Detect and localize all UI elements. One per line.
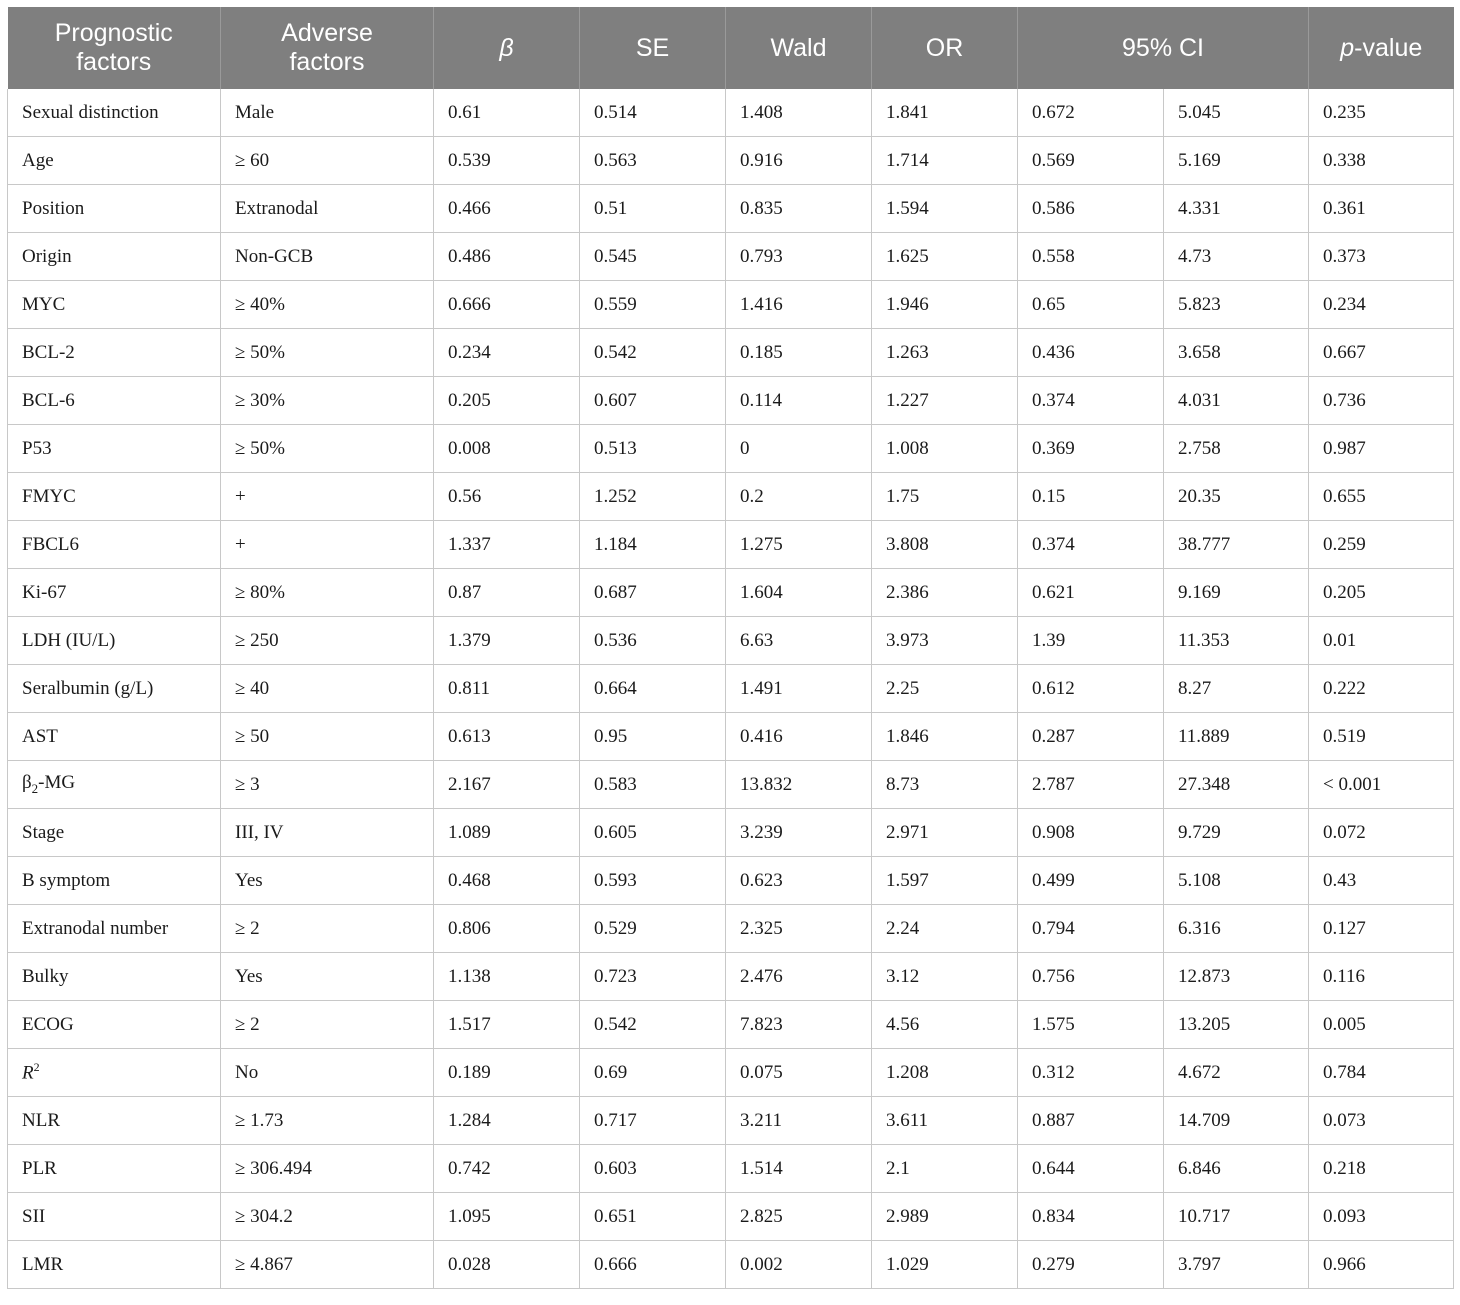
p-value-cell: 0.361	[1309, 185, 1454, 233]
beta-cell: 1.284	[434, 1097, 580, 1145]
p-value-cell: 0.235	[1309, 89, 1454, 137]
adverse-factor-cell: III, IV	[221, 809, 434, 857]
adverse-factor-cell: +	[221, 521, 434, 569]
table-row	[8, 569, 1454, 617]
se-cell: 0.603	[580, 1145, 726, 1193]
wald-cell: 2.476	[726, 953, 872, 1001]
header-beta: β	[434, 7, 580, 89]
p-value-cell: 0.987	[1309, 425, 1454, 473]
se-cell: 0.666	[580, 1241, 726, 1289]
beta-cell: 0.205	[434, 377, 580, 425]
se-cell: 1.184	[580, 521, 726, 569]
table-container	[7, 7, 1453, 1289]
p-value-cell: 0.093	[1309, 1193, 1454, 1241]
ci-lower-cell: 0.374	[1018, 377, 1164, 425]
se-cell: 0.542	[580, 329, 726, 377]
p-value-cell: 0.259	[1309, 521, 1454, 569]
table-row	[8, 857, 1454, 905]
adverse-factor-cell: ≥ 40%	[221, 281, 434, 329]
ci-upper-cell: 9.729	[1164, 809, 1309, 857]
p-value-cell: 0.655	[1309, 473, 1454, 521]
p-value-cell: 0.43	[1309, 857, 1454, 905]
se-cell: 0.687	[580, 569, 726, 617]
wald-cell: 2.325	[726, 905, 872, 953]
ci-lower-cell: 0.15	[1018, 473, 1164, 521]
se-cell: 1.252	[580, 473, 726, 521]
table-row	[8, 761, 1454, 809]
ci-upper-cell: 8.27	[1164, 665, 1309, 713]
table-row	[8, 665, 1454, 713]
se-cell: 0.51	[580, 185, 726, 233]
ci-upper-cell: 5.169	[1164, 137, 1309, 185]
adverse-factor-cell: Extranodal	[221, 185, 434, 233]
ci-lower-cell: 0.287	[1018, 713, 1164, 761]
beta-cell: 1.517	[434, 1001, 580, 1049]
adverse-factor-cell: ≥ 40	[221, 665, 434, 713]
table-body	[8, 89, 1454, 1289]
wald-cell: 1.491	[726, 665, 872, 713]
se-cell: 0.593	[580, 857, 726, 905]
table-row	[8, 377, 1454, 425]
ci-upper-cell: 11.889	[1164, 713, 1309, 761]
ci-upper-cell: 5.108	[1164, 857, 1309, 905]
table-row	[8, 425, 1454, 473]
se-cell: 0.513	[580, 425, 726, 473]
p-value-cell: 0.966	[1309, 1241, 1454, 1289]
wald-cell: 0.835	[726, 185, 872, 233]
or-cell: 1.594	[872, 185, 1018, 233]
prognostic-factor-cell: AST	[8, 713, 221, 761]
beta-cell: 0.539	[434, 137, 580, 185]
beta-cell: 0.466	[434, 185, 580, 233]
beta-cell: 0.028	[434, 1241, 580, 1289]
or-cell: 3.12	[872, 953, 1018, 1001]
prognostic-factor-cell: BCL-2	[8, 329, 221, 377]
table-row	[8, 89, 1454, 137]
prognostic-factor-cell: MYC	[8, 281, 221, 329]
prognostic-factor-cell: FBCL6	[8, 521, 221, 569]
ci-upper-cell: 4.672	[1164, 1049, 1309, 1097]
ci-upper-cell: 11.353	[1164, 617, 1309, 665]
ci-upper-cell: 12.873	[1164, 953, 1309, 1001]
table-row	[8, 329, 1454, 377]
ci-upper-cell: 2.758	[1164, 425, 1309, 473]
wald-cell: 7.823	[726, 1001, 872, 1049]
p-value-cell: 0.667	[1309, 329, 1454, 377]
prognostic-factor-cell: SII	[8, 1193, 221, 1241]
ci-upper-cell: 4.331	[1164, 185, 1309, 233]
se-cell: 0.651	[580, 1193, 726, 1241]
beta-cell: 0.61	[434, 89, 580, 137]
p-value-cell: 0.127	[1309, 905, 1454, 953]
wald-cell: 0.075	[726, 1049, 872, 1097]
prognostic-factor-cell: BCL-6	[8, 377, 221, 425]
or-cell: 1.208	[872, 1049, 1018, 1097]
ci-lower-cell: 0.644	[1018, 1145, 1164, 1193]
or-cell: 1.227	[872, 377, 1018, 425]
p-value-cell: 0.205	[1309, 569, 1454, 617]
header-or: OR	[872, 7, 1018, 89]
wald-cell: 0.002	[726, 1241, 872, 1289]
wald-cell: 3.211	[726, 1097, 872, 1145]
or-cell: 1.029	[872, 1241, 1018, 1289]
wald-cell: 0.185	[726, 329, 872, 377]
p-value-cell: 0.373	[1309, 233, 1454, 281]
se-cell: 0.605	[580, 809, 726, 857]
adverse-factor-cell: ≥ 3	[221, 761, 434, 809]
se-cell: 0.563	[580, 137, 726, 185]
ci-lower-cell: 0.621	[1018, 569, 1164, 617]
or-cell: 1.75	[872, 473, 1018, 521]
table-header-row	[8, 7, 1454, 89]
prognostic-factor-cell: P53	[8, 425, 221, 473]
wald-cell: 0.623	[726, 857, 872, 905]
p-value-cell: 0.005	[1309, 1001, 1454, 1049]
or-cell: 2.989	[872, 1193, 1018, 1241]
adverse-factor-cell: Non-GCB	[221, 233, 434, 281]
prognostic-factor-cell: LDH (IU/L)	[8, 617, 221, 665]
or-cell: 1.008	[872, 425, 1018, 473]
wald-cell: 3.239	[726, 809, 872, 857]
prognostic-factor-cell: Stage	[8, 809, 221, 857]
prognostic-factor-cell: Ki-67	[8, 569, 221, 617]
table-row	[8, 1049, 1454, 1097]
ci-lower-cell: 0.672	[1018, 89, 1164, 137]
ci-upper-cell: 6.316	[1164, 905, 1309, 953]
beta-cell: 1.089	[434, 809, 580, 857]
adverse-factor-cell: ≥ 80%	[221, 569, 434, 617]
prognostic-factor-cell: Bulky	[8, 953, 221, 1001]
beta-cell: 1.138	[434, 953, 580, 1001]
ci-upper-cell: 38.777	[1164, 521, 1309, 569]
ci-lower-cell: 1.39	[1018, 617, 1164, 665]
adverse-factor-cell: ≥ 30%	[221, 377, 434, 425]
p-value-cell: 0.234	[1309, 281, 1454, 329]
se-cell: 0.607	[580, 377, 726, 425]
adverse-factor-cell: No	[221, 1049, 434, 1097]
or-cell: 1.946	[872, 281, 1018, 329]
table-row	[8, 281, 1454, 329]
se-cell: 0.529	[580, 905, 726, 953]
ci-lower-cell: 0.65	[1018, 281, 1164, 329]
p-value-cell: 0.116	[1309, 953, 1454, 1001]
ci-lower-cell: 0.908	[1018, 809, 1164, 857]
wald-cell: 0.114	[726, 377, 872, 425]
p-value-cell: 0.784	[1309, 1049, 1454, 1097]
p-value-cell: 0.519	[1309, 713, 1454, 761]
table-row	[8, 473, 1454, 521]
beta-cell: 0.806	[434, 905, 580, 953]
adverse-factor-cell: ≥ 250	[221, 617, 434, 665]
beta-cell: 1.379	[434, 617, 580, 665]
wald-cell: 0.793	[726, 233, 872, 281]
p-value-cell: 0.222	[1309, 665, 1454, 713]
table-row	[8, 185, 1454, 233]
beta-cell: 0.666	[434, 281, 580, 329]
beta-cell: 0.56	[434, 473, 580, 521]
p-value-cell: 0.338	[1309, 137, 1454, 185]
prognostic-factor-cell: $R^2$	[8, 1049, 221, 1097]
or-cell: 1.841	[872, 89, 1018, 137]
prognostic-factor-cell: Origin	[8, 233, 221, 281]
or-cell: 3.808	[872, 521, 1018, 569]
adverse-factor-cell: ≥ 60	[221, 137, 434, 185]
adverse-factor-cell: ≥ 306.494	[221, 1145, 434, 1193]
or-cell: 1.846	[872, 713, 1018, 761]
se-cell: 0.717	[580, 1097, 726, 1145]
beta-cell: 0.811	[434, 665, 580, 713]
prognostic-factor-cell: Position	[8, 185, 221, 233]
ci-upper-cell: 3.658	[1164, 329, 1309, 377]
ci-lower-cell: 0.312	[1018, 1049, 1164, 1097]
prognostic-factor-cell: B symptom	[8, 857, 221, 905]
ci-upper-cell: 3.797	[1164, 1241, 1309, 1289]
prognostic-factor-cell: NLR	[8, 1097, 221, 1145]
prognostic-factor-cell: Seralbumin (g/L)	[8, 665, 221, 713]
prognostic-factors-table	[7, 7, 1454, 1289]
table-row	[8, 617, 1454, 665]
or-cell: 2.971	[872, 809, 1018, 857]
header-p-value: p-value	[1309, 7, 1454, 89]
ci-lower-cell: 2.787	[1018, 761, 1164, 809]
header-95-ci: 95% CI	[1018, 7, 1309, 89]
or-cell: 2.24	[872, 905, 1018, 953]
se-cell: 0.514	[580, 89, 726, 137]
adverse-factor-cell: ≥ 2	[221, 905, 434, 953]
se-cell: 0.536	[580, 617, 726, 665]
adverse-factor-cell: ≥ 50%	[221, 425, 434, 473]
p-value-cell: 0.218	[1309, 1145, 1454, 1193]
beta-cell: 0.87	[434, 569, 580, 617]
ci-upper-cell: 20.35	[1164, 473, 1309, 521]
p-value-cell: < 0.001	[1309, 761, 1454, 809]
ci-upper-cell: 13.205	[1164, 1001, 1309, 1049]
wald-cell: 2.825	[726, 1193, 872, 1241]
wald-cell: 1.604	[726, 569, 872, 617]
table-row	[8, 1145, 1454, 1193]
header-se: SE	[580, 7, 726, 89]
ci-upper-cell: 14.709	[1164, 1097, 1309, 1145]
ci-upper-cell: 4.73	[1164, 233, 1309, 281]
adverse-factor-cell: ≥ 4.867	[221, 1241, 434, 1289]
beta-cell: 0.613	[434, 713, 580, 761]
ci-upper-cell: 9.169	[1164, 569, 1309, 617]
ci-lower-cell: 0.279	[1018, 1241, 1164, 1289]
table-row	[8, 953, 1454, 1001]
wald-cell: 6.63	[726, 617, 872, 665]
adverse-factor-cell: ≥ 304.2	[221, 1193, 434, 1241]
table-row	[8, 905, 1454, 953]
beta-cell: 0.189	[434, 1049, 580, 1097]
wald-cell: 0	[726, 425, 872, 473]
wald-cell: 0.916	[726, 137, 872, 185]
p-value-cell: 0.01	[1309, 617, 1454, 665]
ci-lower-cell: 0.834	[1018, 1193, 1164, 1241]
ci-upper-cell: 10.717	[1164, 1193, 1309, 1241]
prognostic-factor-cell: FMYC	[8, 473, 221, 521]
se-cell: 0.664	[580, 665, 726, 713]
header-adverse-factors: Adverse factors	[221, 7, 434, 89]
wald-cell: 1.275	[726, 521, 872, 569]
wald-cell: 0.416	[726, 713, 872, 761]
ci-upper-cell: 5.045	[1164, 89, 1309, 137]
wald-cell: 1.416	[726, 281, 872, 329]
ci-lower-cell: 0.586	[1018, 185, 1164, 233]
table-row	[8, 1241, 1454, 1289]
beta-cell: 2.167	[434, 761, 580, 809]
adverse-factor-cell: ≥ 50	[221, 713, 434, 761]
beta-cell: 1.095	[434, 1193, 580, 1241]
wald-cell: 1.514	[726, 1145, 872, 1193]
ci-lower-cell: 0.756	[1018, 953, 1164, 1001]
beta-cell: 1.337	[434, 521, 580, 569]
ci-lower-cell: 0.499	[1018, 857, 1164, 905]
adverse-factor-cell: Male	[221, 89, 434, 137]
ci-upper-cell: 27.348	[1164, 761, 1309, 809]
prognostic-factor-cell: ECOG	[8, 1001, 221, 1049]
adverse-factor-cell: ≥ 50%	[221, 329, 434, 377]
or-cell: 3.611	[872, 1097, 1018, 1145]
beta-cell: 0.742	[434, 1145, 580, 1193]
ci-lower-cell: 0.569	[1018, 137, 1164, 185]
adverse-factor-cell: +	[221, 473, 434, 521]
ci-lower-cell: 0.794	[1018, 905, 1164, 953]
or-cell: 2.386	[872, 569, 1018, 617]
beta-cell: 0.486	[434, 233, 580, 281]
or-cell: 1.263	[872, 329, 1018, 377]
adverse-factor-cell: ≥ 1.73	[221, 1097, 434, 1145]
adverse-factor-cell: ≥ 2	[221, 1001, 434, 1049]
prognostic-factor-cell: Extranodal number	[8, 905, 221, 953]
ci-lower-cell: 0.374	[1018, 521, 1164, 569]
se-cell: 0.69	[580, 1049, 726, 1097]
prognostic-factor-cell: Sexual distinction	[8, 89, 221, 137]
header-wald: Wald	[726, 7, 872, 89]
or-cell: 8.73	[872, 761, 1018, 809]
prognostic-factor-cell: $\beta_2-MG$	[8, 761, 221, 809]
or-cell: 1.714	[872, 137, 1018, 185]
table-row	[8, 137, 1454, 185]
or-cell: 1.625	[872, 233, 1018, 281]
table-row	[8, 1097, 1454, 1145]
adverse-factor-cell: Yes	[221, 953, 434, 1001]
header-prognostic-factors: Prognostic factors	[8, 7, 221, 89]
ci-upper-cell: 4.031	[1164, 377, 1309, 425]
prognostic-factor-cell: Age	[8, 137, 221, 185]
wald-cell: 13.832	[726, 761, 872, 809]
table-row	[8, 1193, 1454, 1241]
se-cell: 0.542	[580, 1001, 726, 1049]
table-row	[8, 713, 1454, 761]
or-cell: 1.597	[872, 857, 1018, 905]
ci-lower-cell: 0.369	[1018, 425, 1164, 473]
p-value-cell: 0.736	[1309, 377, 1454, 425]
ci-upper-cell: 5.823	[1164, 281, 1309, 329]
table-row	[8, 809, 1454, 857]
se-cell: 0.723	[580, 953, 726, 1001]
ci-lower-cell: 0.558	[1018, 233, 1164, 281]
ci-lower-cell: 0.612	[1018, 665, 1164, 713]
prognostic-factor-cell: PLR	[8, 1145, 221, 1193]
p-value-cell: 0.072	[1309, 809, 1454, 857]
beta-cell: 0.008	[434, 425, 580, 473]
se-cell: 0.559	[580, 281, 726, 329]
ci-lower-cell: 1.575	[1018, 1001, 1164, 1049]
se-cell: 0.95	[580, 713, 726, 761]
p-value-cell: 0.073	[1309, 1097, 1454, 1145]
se-cell: 0.545	[580, 233, 726, 281]
prognostic-factor-cell: LMR	[8, 1241, 221, 1289]
or-cell: 4.56	[872, 1001, 1018, 1049]
wald-cell: 1.408	[726, 89, 872, 137]
beta-cell: 0.468	[434, 857, 580, 905]
beta-cell: 0.234	[434, 329, 580, 377]
or-cell: 2.1	[872, 1145, 1018, 1193]
ci-lower-cell: 0.887	[1018, 1097, 1164, 1145]
adverse-factor-cell: Yes	[221, 857, 434, 905]
table-row	[8, 521, 1454, 569]
ci-lower-cell: 0.436	[1018, 329, 1164, 377]
wald-cell: 0.2	[726, 473, 872, 521]
se-cell: 0.583	[580, 761, 726, 809]
table-row	[8, 233, 1454, 281]
ci-upper-cell: 6.846	[1164, 1145, 1309, 1193]
or-cell: 3.973	[872, 617, 1018, 665]
or-cell: 2.25	[872, 665, 1018, 713]
table-row	[8, 1001, 1454, 1049]
